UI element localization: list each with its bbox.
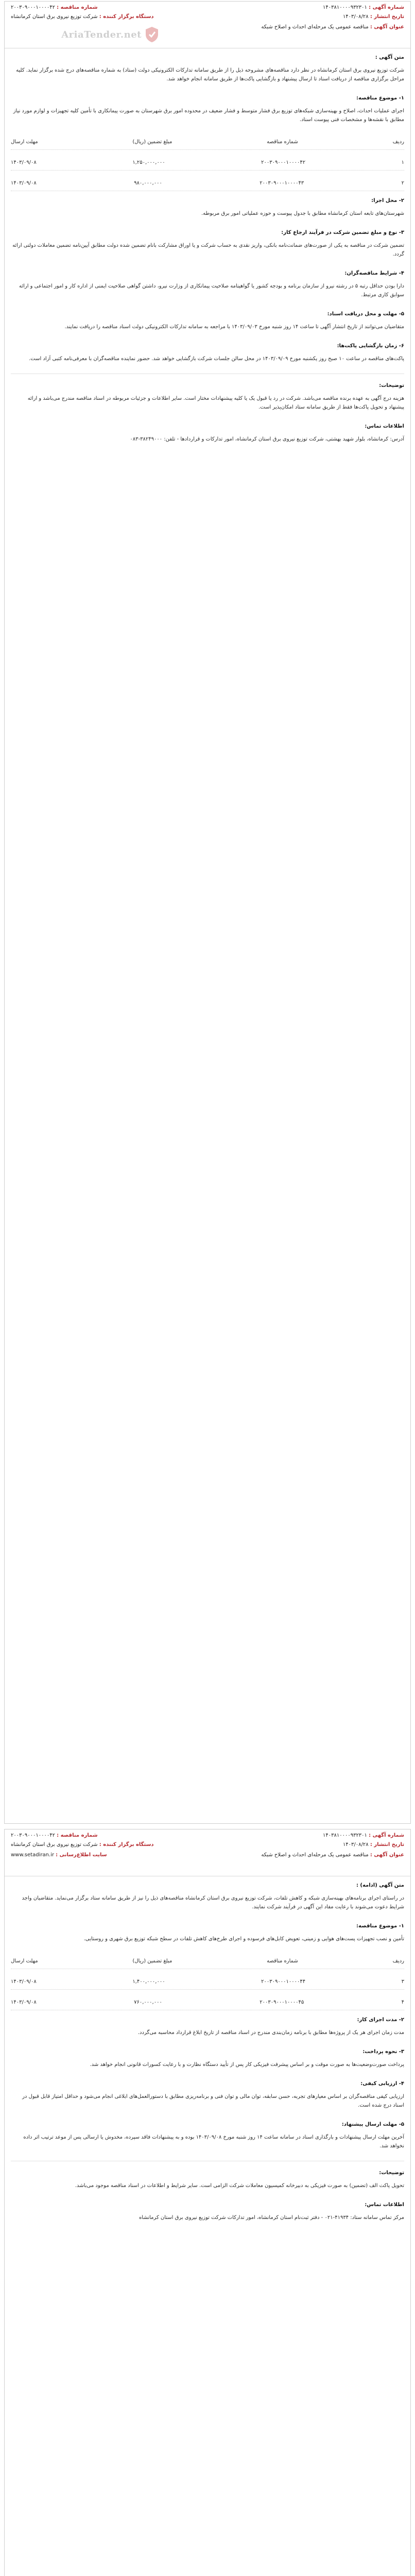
- item5-text: آخرین مهلت ارسال پیشنهادات و بارگذاری اسناد در سامانه ساعت ۱۴ روز شنبه مورخ ۱۴۰۳/۰۹/۰۸ بوده و به پیشنهادات فاقد سپرده، مخدوش یا ارسالی پس از موعد ترتیب اثر داده نخواهد شد.: [23, 2134, 404, 2149]
- table-row: ۳ ۲۰۰۳۰۹۰۰۰۱۰۰۰۰۴۴ ۱,۴۰۰,۰۰۰,۰۰۰ ۱۴۰۳/۰۹/۰۸: [11, 1974, 404, 1990]
- document-page-2: [4, 1829, 411, 2576]
- tender-number: شماره مناقصه : ۲۰۰۳۰۹۰۰۰۱۰۰۰۰۴۲: [11, 5, 98, 10]
- document-page-1: [4, 1, 411, 1824]
- shield-icon: [145, 26, 159, 43]
- table-row: ۴ ۲۰۰۳۰۹۰۰۰۱۰۰۰۰۴۵ ۷۶۰,۰۰۰,۰۰۰ ۱۴۰۳/۰۹/۰۸: [11, 1995, 404, 2010]
- item5-text: متقاضیان می‌توانند از تاریخ انتشار آگهی تا ساعت ۱۴ روز شنبه مورخ ۱۴۰۳/۰۹/۰۳ با مراجعه به سامانه تدارکات الکترونیکی دولت اسناد مناقصه را دریافت نمایند.: [64, 324, 404, 330]
- contact-title: اطلاعات تماس:: [365, 2202, 404, 2208]
- table-header-row: ردیف شماره مناقصه مبلغ تضمین (ریال) مهلت ارسال: [11, 1954, 404, 1969]
- item5-title: ۵- مهلت و محل دریافت اسناد:: [327, 311, 404, 317]
- aria-tender-logo: AriaTender.net: [61, 24, 159, 45]
- table-row: ۱ ۲۰۰۳۰۹۰۰۰۱۰۰۰۰۴۲ ۱,۲۵۰,۰۰۰,۰۰۰ ۱۴۰۳/۰۹/۰۸: [11, 155, 404, 171]
- item2-text: شهرستان‌های تابعه استان کرمانشاه مطابق با جدول پیوست و حوزه عملیاتی امور برق مربوطه.: [201, 211, 404, 216]
- page-1-content: [11, 53, 404, 454]
- item2-title: ۲- محل اجرا:: [371, 198, 404, 204]
- notes-text: هزینه درج آگهی به عهده برنده مناقصه می‌باشد. شرکت در رد یا قبول یک یا کلیه پیشنهادات مختار است. سایر اطلاعات و جزئیات مربوطه در اسناد مناقصه مندرج می‌باشد و ارائه پیشنهاد و تحویل پاکت‌ها فقط از طریق سامانه ستاد امکان‌پذیر است.: [27, 396, 404, 410]
- ad-subject: عنوان آگهی : مناقصه عمومی یک مرحله‌ای احداث و اصلاح شبکه: [261, 1852, 404, 1858]
- intro-title: متن آگهی :: [375, 55, 404, 60]
- intro-text: شرکت توزیع نیروی برق استان کرمانشاه در نظر دارد مناقصه‌های مشروحه ذیل را از طریق سامانه تدارکات الکترونیکی دولت (ستاد) به شماره مناقصه‌های درج شده برگزار نماید. کلیه مراحل برگزاری مناقصه از دریافت اسناد تا ارسال پیشنهاد و بازگشایی پاکت‌ها از طریق سامانه انجام خواهد شد.: [16, 67, 404, 82]
- item4-title: ۴- شرایط مناقصه‌گران:: [344, 270, 404, 276]
- item1-title: ۱- موضوع مناقصه:: [356, 95, 404, 101]
- tender-number: شماره مناقصه : ۲۰۰۳۰۹۰۰۰۱۰۰۰۰۴۲: [11, 1833, 98, 1838]
- table-row: ۲ ۲۰۰۳۰۹۰۰۰۱۰۰۰۰۴۳ ۹۸۰,۰۰۰,۰۰۰ ۱۴۰۳/۰۹/۰۸: [11, 176, 404, 191]
- item3-text: تضمین شرکت در مناقصه به یکی از صورت‌های ضمانت‌نامه بانکی، واریز نقدی به حساب شرکت و یا اوراق مشارکت بانام تضمین شده دولت مطابق آیین‌نامه تضمین معاملات دولتی ارائه گردد.: [12, 243, 404, 257]
- item1-text: اجرای عملیات احداث، اصلاح و بهینه‌سازی شبکه‌های توزیع برق فشار متوسط و فشار ضعیف در محدوده امور برق شهرستان به صورت پیمانکاری با تأمین کلیه تجهیزات و لوازم مورد نیاز مطابق با نقشه‌ها و مشخصات فنی پیوست اسناد.: [13, 108, 404, 123]
- contact-text: آدرس: کرمانشاه، بلوار شهید بهشتی، شرکت توزیع نیروی برق استان کرمانشاه، امور تدارکات و قراردادها - تلفن: ۳۸۲۴۹۰۰۰-۰۸۳: [130, 436, 404, 442]
- publish-date: تاریخ انتشار : ۱۴۰۳/۰۸/۲۸: [342, 1842, 404, 1848]
- notes-text: تحویل پاکت الف (تضمین) به صورت فیزیکی به دبیرخانه کمیسیون معاملات شرکت الزامی است. سایر شرایط و اطلاعات در اسناد مناقصه موجود می‌باشد.: [75, 2183, 404, 2189]
- item1-text: تأمین و نصب تجهیزات پست‌های هوایی و زمینی، تعویض کابل‌های فرسوده و اجرای طرح‌های کاهش تلفات در سطح شبکه توزیع برق شهری و روستایی.: [83, 1936, 404, 1942]
- item3-title: ۳- نحوه پرداخت:: [362, 2049, 404, 2055]
- contact-text: مرکز تماس سامانه ستاد: ۴۱۹۳۴-۰۲۱ - دفتر ثبت‌نام استان کرمانشاه، امور تدارکات شرکت توزیع نیروی برق استان کرمانشاه: [139, 2215, 404, 2221]
- item6-title: ۶- زمان بازگشایی پاکت‌ها:: [337, 343, 404, 349]
- item4-title: ۴- ارزیابی کیفی:: [360, 2081, 404, 2087]
- page-header: [5, 2, 410, 48]
- item2-text: مدت زمان اجرای هر یک از پروژه‌ها مطابق با برنامه زمان‌بندی مندرج در اسناد مناقصه از تاریخ ابلاغ قرارداد محاسبه می‌گردد.: [137, 2030, 404, 2036]
- item3-text: پرداخت صورت‌وضعیت‌ها به صورت موقت و بر اساس پیشرفت فیزیکی کار پس از تأیید دستگاه نظارت و با رعایت کسورات قانونی انجام خواهد شد.: [90, 2062, 404, 2067]
- item4-text: ارزیابی کیفی مناقصه‌گران بر اساس معیارهای تجربه، حسن سابقه، توان مالی و توان فنی و برنامه‌ریزی مطابق با دستورالعمل‌های ابلاغی انجام می‌شود و حداقل امتیاز قابل قبول در اسناد درج شده است.: [22, 2094, 404, 2108]
- notes-title: توضیحات:: [379, 383, 404, 388]
- ad-number: شماره آگهی : ۱۴۰۳۸۱۰۰۰۰۹۳۲۳۰۱: [322, 5, 404, 10]
- page-2-content: [11, 1881, 404, 2232]
- item2-title: ۲- مدت اجرای کار:: [357, 2017, 404, 2023]
- page-header: [5, 1829, 410, 1876]
- publish-date: تاریخ انتشار : ۱۴۰۳/۰۸/۲۸: [342, 14, 404, 20]
- item5-title: ۵- مهلت ارسال پیشنهاد:: [341, 2122, 404, 2127]
- intro-text: در راستای اجرای برنامه‌های بهینه‌سازی شبکه و کاهش تلفات، شرکت توزیع نیروی برق استان کرمانشاه مناقصه‌های ذیل را نیز از طریق سامانه ستاد برگزار می‌نماید. متقاضیان واجد شرایط دعوت می‌شوند با رعایت مفاد این آگهی در فرآیند شرکت نمایند.: [22, 1895, 404, 1910]
- item4-text: دارا بودن حداقل رتبه ۵ در رشته نیرو از سازمان برنامه و بودجه کشور یا گواهینامه صلاحیت پیمانکاری از وزارت نیرو، داشتن گواهی صلاحیت ایمنی از اداره کار و امور اجتماعی و ارائه سوابق کاری مرتبط.: [19, 283, 404, 298]
- notes-title: توضیحات:: [379, 2170, 404, 2176]
- item6-text: پاکت‌های مناقصه در ساعت ۱۰ صبح روز یکشنبه مورخ ۱۴۰۳/۰۹/۰۹ در محل سالن جلسات شرکت بازگشایی خواهد شد. حضور نماینده مناقصه‌گران با معرفی‌نامه کتبی آزاد است.: [29, 356, 404, 362]
- ad-number: شماره آگهی : ۱۴۰۳۸۱۰۰۰۰۹۳۲۳۰۱: [322, 1833, 404, 1838]
- item3-title: ۳- نوع و مبلغ تضمین شرکت در فرآیند ارجاع کار:: [281, 230, 404, 235]
- organizer: دستگاه برگزار کننده : شرکت توزیع نیروی برق استان کرمانشاه: [11, 14, 154, 20]
- table-header-row: ردیف شماره مناقصه مبلغ تضمین (ریال) مهلت ارسال: [11, 134, 404, 150]
- website[interactable]: سایت اطلاع‌رسانی : www.setadiran.ir: [11, 1852, 107, 1858]
- intro-title: متن آگهی (ادامه) :: [356, 1883, 404, 1888]
- item1-title: ۱- موضوع مناقصه:: [356, 1923, 404, 1929]
- contact-title: اطلاعات تماس:: [365, 423, 404, 429]
- ad-subject: عنوان آگهی : مناقصه عمومی یک مرحله‌ای احداث و اصلاح شبکه: [261, 24, 404, 30]
- organizer: دستگاه برگزار کننده : شرکت توزیع نیروی برق استان کرمانشاه: [11, 1842, 154, 1848]
